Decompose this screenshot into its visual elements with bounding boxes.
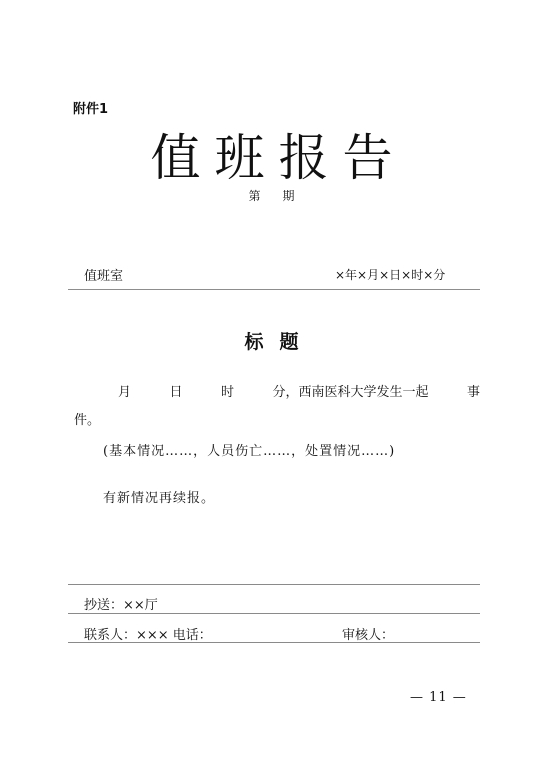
footer-middle-rule [68,613,480,614]
issue-label: 第期 [248,189,317,203]
footer-top-rule [68,584,480,585]
header-divider [68,289,480,290]
reviewer-line: 审核人： [342,628,395,643]
report-heading: 标题 [244,331,315,353]
body-details: (基本情况……，人员伤亡……，处置情况……) [103,444,396,459]
footer-bottom-rule [68,642,480,643]
document-title: 值班报告 [150,129,407,187]
attachment-label: 附件1 [73,102,109,117]
cc-line: 抄送：××厅 [84,598,158,613]
body-day: 日 [169,385,183,400]
body-line-2: 件。 [74,413,101,428]
page-number: — 11 — [410,690,467,705]
office-name: 值班室 [84,269,124,284]
body-minute-event: 分，西南医科大学发生一起 [272,385,429,400]
body-line-1 [118,381,480,400]
body-month: 月 [118,385,132,400]
report-datetime: ×年×月×日×时×分 [335,268,446,282]
body-event: 事 [466,385,480,400]
body-followup: 有新情况再续报。 [103,491,216,506]
body-hour: 时 [220,385,234,400]
contact-line: 联系人：××× 电话： [84,628,212,643]
